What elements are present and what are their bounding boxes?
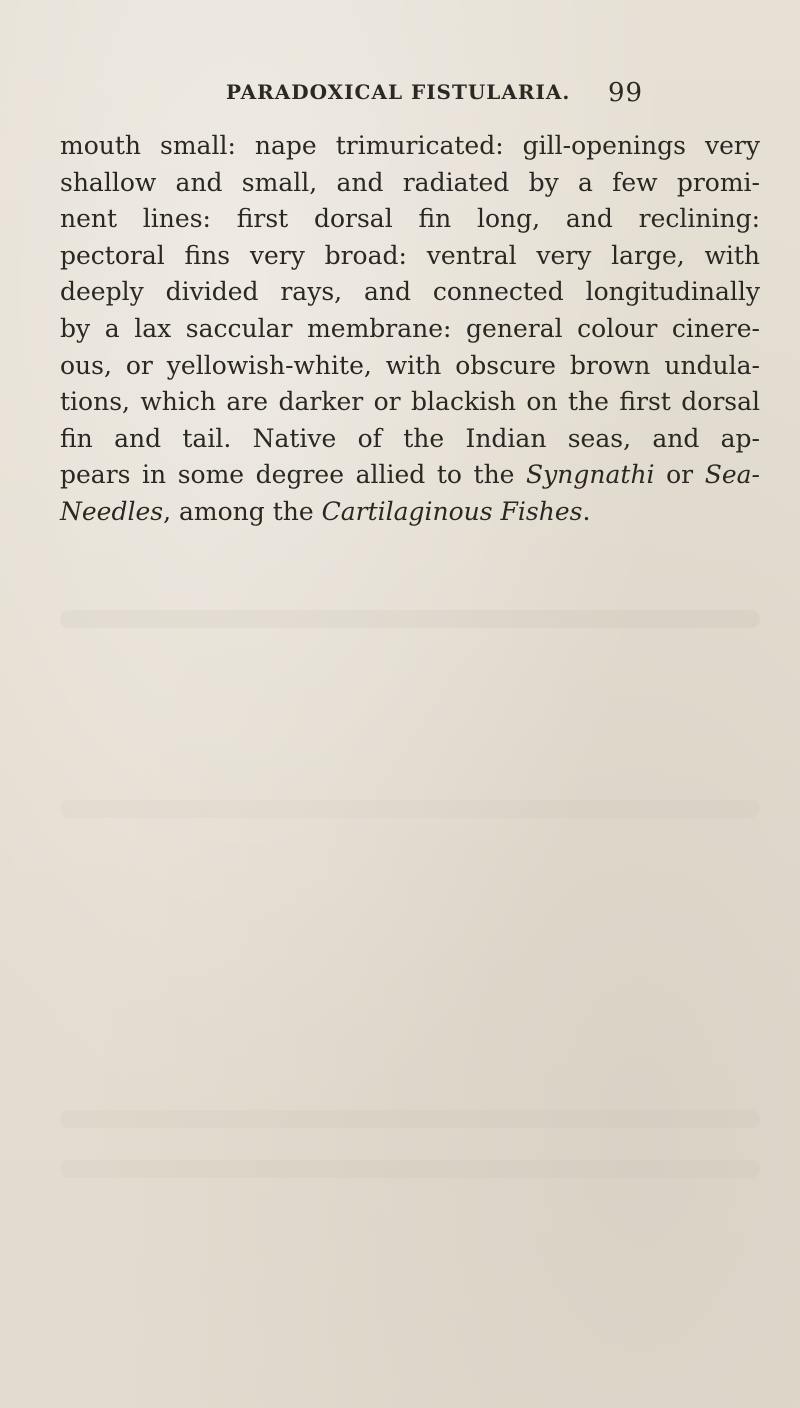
show-through-mark bbox=[60, 800, 760, 818]
page-number: 99 bbox=[608, 78, 644, 108]
show-through-mark bbox=[60, 610, 760, 628]
running-head: PARADOXICAL FISTULARIA. bbox=[226, 80, 571, 104]
text-line: tions, which are darker or blackish on the first dorsal bbox=[60, 387, 760, 417]
text-line: by a lax saccular membrane: general colour cinere- bbox=[60, 313, 760, 343]
show-through-mark bbox=[60, 1160, 760, 1178]
page-header bbox=[0, 80, 800, 120]
show-through-mark bbox=[60, 1110, 760, 1128]
text-line: pectoral fins very broad: ventral very large, with bbox=[60, 240, 760, 270]
text-line: Needles, among the Cartilaginous Fishes. bbox=[60, 496, 591, 526]
text-line: pears in some degree allied to the Syngnathi or Sea- bbox=[60, 460, 760, 490]
text-line: mouth small: nape trimuricated: gill-openings very bbox=[60, 131, 760, 160]
text-line: shallow and small, and radiated by a few promi- bbox=[60, 167, 760, 197]
text-line: deeply divided rays, and connected longitudinally bbox=[60, 277, 760, 307]
text-line: ous, or yellowish-white, with obscure brown undula- bbox=[60, 350, 760, 380]
text-line: nent lines: first dorsal fin long, and reclining: bbox=[60, 204, 760, 234]
body-paragraph bbox=[60, 128, 760, 531]
text-line: fin and tail. Native of the Indian seas, and ap- bbox=[60, 423, 760, 453]
